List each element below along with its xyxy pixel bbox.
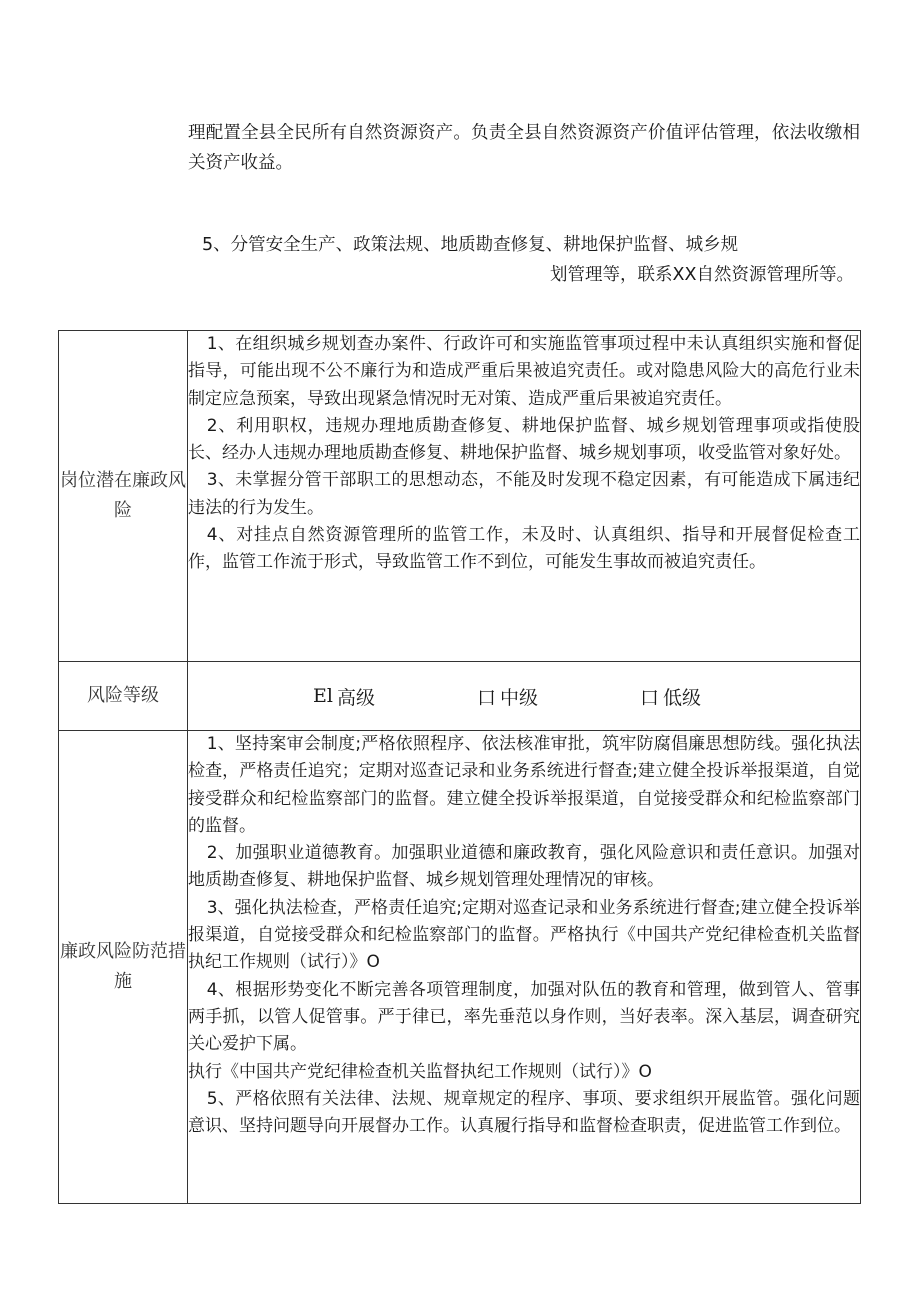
intro-text-2a: 5、分管安全生产、政策法规、地质勘查修复、耕地保护监督、城乡规 <box>202 235 739 255</box>
level-label: 风险等级 <box>59 662 188 731</box>
measure-item-5: 5、严格依照有关法律、法规、规章规定的程序、事项、要求组织开展监管。强化问题意识、坚持问题导向开展督办工作。认真履行指导和监督检查职责，促进监管工作到位。 <box>188 1088 860 1137</box>
risk-item-3: 3、未掌握分管干部职工的思想动态，不能及时发现不稳定因素，有可能造成下属违纪违法的行为发生。 <box>188 470 860 518</box>
risk-item-4: 4、对挂点自然资源管理所的监管工作，未及时、认真组织、指导和开展督促检查工作，监管工作流于形式，导致监管工作不到位，可能发生事故而被追究责任。 <box>188 525 860 573</box>
risk-label: 岗位潜在廉政风险 <box>59 331 188 662</box>
risk-item-1: 1、在组织城乡规划查办案件、行政许可和实施监管事项过程中未认真组织实施和督促指导，可能出现不公不廉行为和造成严重后果被追究责任。或对隐患风险大的高危行业未制定应急预案，导致出现紧急情况时无对策、造成严重后果被追究责任。 <box>188 334 860 409</box>
measures-content <box>188 731 861 1204</box>
level-high: El 高级 <box>313 685 375 709</box>
level-low: 口 低级 <box>640 683 701 710</box>
intro-text-2b: 划管理等，联系XX自然资源管理所等。 <box>550 265 854 285</box>
measure-item-1: 1、坚持案审会制度;严格依照程序、依法核准审批，筑牢防腐倡廉思想防线。强化执法检查，严格责任追究；定期对巡查记录和业务系统进行督查;建立健全投诉举报渠道，自觉接受群众和纪检监察部门的监督。建立健全投诉举报渠道，自觉接受群众和纪检监察部门的监督。 <box>188 734 860 836</box>
risk-item-2: 2、利用职权，违规办理地质勘查修复、耕地保护监督、城乡规划管理事项或指使股长、经办人违规办理地质勘查修复、耕地保护监督、城乡规划事项，收受监管对象好处。 <box>188 415 860 464</box>
checked-box-icon: El <box>313 685 333 707</box>
measure-item-extra: 执行《中国共产党纪律检查机关监督执纪工作规则（试行）》O <box>188 1061 652 1082</box>
table-row-measures <box>59 731 861 1204</box>
level-medium: 口 中级 <box>477 683 538 710</box>
measure-item-3: 3、强化执法检查，严格责任追究;定期对巡查记录和业务系统进行督查;建立健全投诉举报渠道，自觉接受群众和纪检监察部门的监督。严格执行《中国共产党纪律检查机关监督执纪工作规则（试行）》O <box>188 897 860 973</box>
table-row-risk <box>59 331 861 662</box>
intro-paragraph-2 <box>188 230 860 290</box>
level-options <box>188 683 860 710</box>
risk-content <box>188 331 861 662</box>
measure-item-4: 4、根据形势变化不断完善各项管理制度，加强对队伍的教育和管理，做到管人、管事两手抓，以管人促管事。严于律已，率先垂范以身作则，当好表率。深入基层，调查研究关心爱护下属。 <box>188 979 860 1055</box>
level-content <box>188 662 861 731</box>
checkbox-icon: 口 <box>640 686 660 709</box>
measure-item-2: 2、加强职业道德教育。加强职业道德和廉政教育，强化风险意识和责任意识。加强对地质勘查修复、耕地保护监督、城乡规划管理处理情况的审核。 <box>188 843 860 891</box>
intro-text-1: 理配置全县全民所有自然资源资产。负责全县自然资源资产价值评估管理，依法收缴相关资产收益。 <box>188 123 860 173</box>
intro-paragraph-1 <box>188 118 860 178</box>
table-row-level <box>59 662 861 731</box>
measures-label: 廉政风险防范措施 <box>59 731 188 1204</box>
risk-table <box>58 330 861 1204</box>
checkbox-icon: 口 <box>476 686 496 709</box>
